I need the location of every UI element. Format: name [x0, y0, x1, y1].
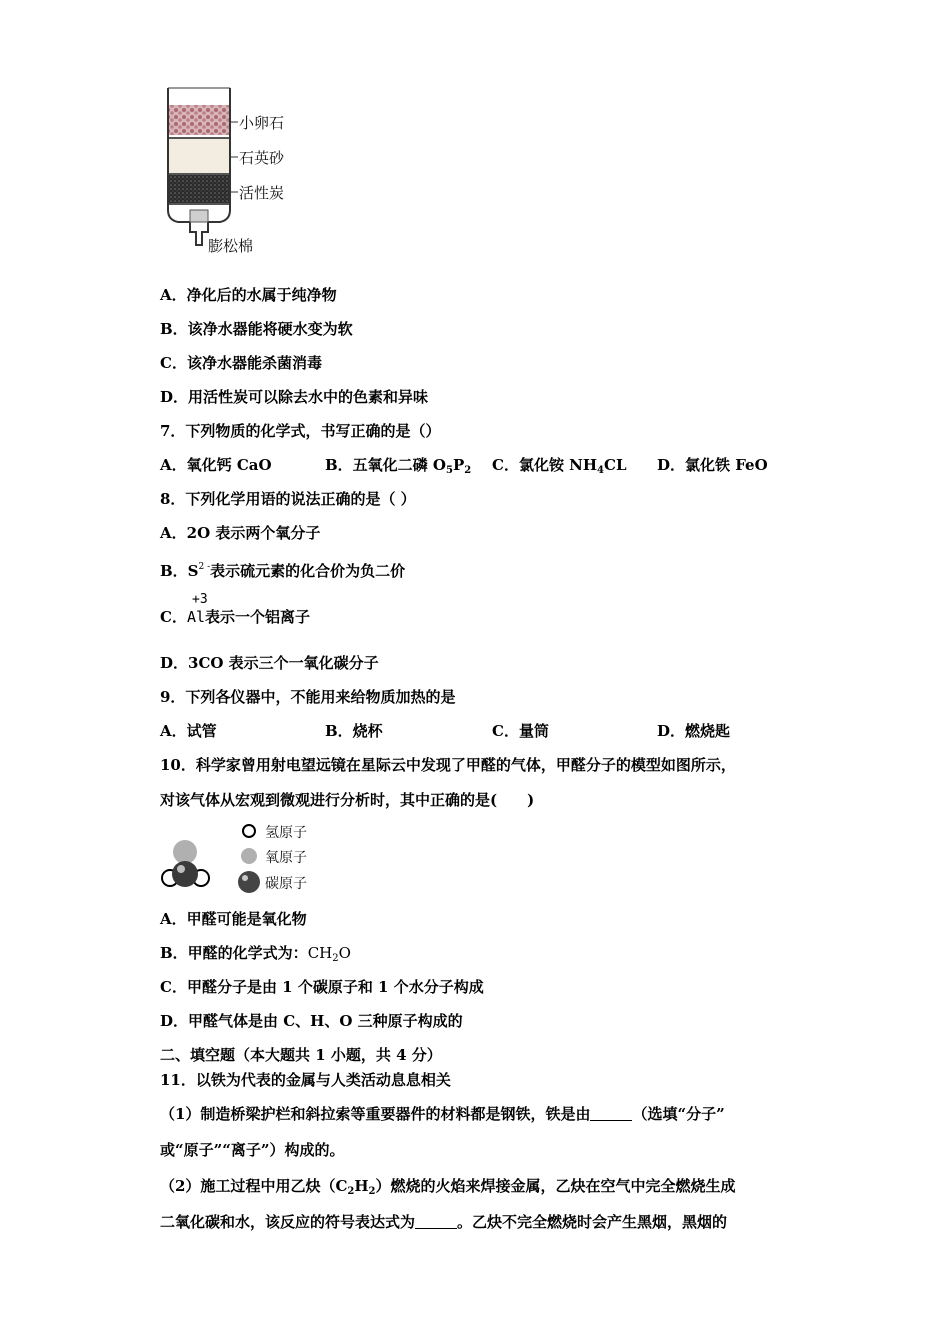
- q11-part1-line2: 或“原子”“离子”）构成的。: [160, 1141, 345, 1159]
- filter-label-pebbles: 小卵石: [239, 114, 285, 132]
- filter-label-quartz: 石英砂: [239, 149, 285, 167]
- q10-option-c: C．甲醛分子是由 1 个碳原子和 1 个水分子构成: [160, 978, 484, 996]
- water-filter-figure: [150, 80, 310, 260]
- carbon-atom-icon: [172, 861, 198, 887]
- q8-option-a: A．2O 表示两个氧分子: [160, 524, 321, 542]
- legend-oxygen-label: 氧原子: [265, 850, 307, 866]
- q10-stem-line2: 对该气体从宏观到微观进行分析时，其中正确的是( ): [160, 791, 535, 809]
- q11-part2-line1: （2）施工过程中用乙炔$(C_2H_2)$燃烧的火焰来焊接金属，乙炔在空气中完全燃烧生成: [160, 1177, 736, 1197]
- q8-option-d: D．3CO 表示三个一氧化碳分子: [160, 654, 379, 672]
- q11-part1-line1: （1）制造桥梁护栏和斜拉索等重要器件的材料都是钢铁，铁是由 （选填“分子”: [160, 1105, 725, 1123]
- legend-carbon-icon: [238, 871, 260, 893]
- q9-option-a: A．试管: [160, 722, 217, 740]
- legend-carbon-label: 碳原子: [265, 876, 307, 892]
- q7-option-c: C．氯化铵 $NH_4CL$: [492, 456, 627, 476]
- q6-option-a: A．净化后的水属于纯净物: [160, 286, 337, 304]
- q8-option-b: B．$S^{2 -}$表示硫元素的化合价为负二价: [160, 562, 406, 580]
- q7-option-d: D．氯化铁 FeO: [657, 456, 768, 474]
- q7-option-a: A．氧化钙 CaO: [160, 456, 272, 474]
- answer-blank-2[interactable]: [415, 1214, 457, 1229]
- q8-stem: 8．下列化学用语的说法正确的是（ ）: [160, 490, 416, 508]
- q6-option-d: D．用活性炭可以除去水中的色素和异味: [160, 388, 429, 406]
- q9-option-c: C．量筒: [492, 722, 549, 740]
- filter-label-cotton: 膨松棉: [208, 237, 254, 255]
- answer-blank-1[interactable]: [590, 1106, 632, 1121]
- legend-oxygen-icon: [241, 848, 257, 864]
- q7-stem: 7．下列物质的化学式，书写正确的是（）: [160, 422, 441, 440]
- section-two-heading: 二、填空题（本大题共 1 小题，共 4 分）: [160, 1046, 442, 1064]
- q7-option-b: B．五氧化二磷 $O_5P_2$: [325, 456, 472, 476]
- q8-option-c: C．Al表示一个铝离子: [160, 608, 311, 626]
- q10-option-a: A．甲醛可能是氧化物: [160, 910, 307, 928]
- q6-option-b: B．该净水器能将硬水变为软: [160, 320, 353, 338]
- formaldehyde-model-figure: [155, 818, 335, 900]
- q11-part2-line2: 二氧化碳和水，该反应的符号表达式为 。乙炔不完全燃烧时会产生黑烟，黑烟的: [160, 1213, 728, 1231]
- q9-option-b: B．烧杯: [325, 722, 383, 740]
- q11-stem: 11．以铁为代表的金属与人类活动息息相关: [160, 1071, 451, 1089]
- filter-label-carbon: 活性炭: [239, 184, 285, 202]
- q9-option-d: D．燃烧匙: [657, 722, 731, 740]
- q7-options: [160, 455, 800, 475]
- q8-option-c-valence: +3: [192, 592, 208, 607]
- q10-option-b: B．甲醛的化学式为：$CH_2O$: [160, 944, 351, 964]
- q6-option-c: C．该净水器能杀菌消毒: [160, 354, 322, 372]
- q9-stem: 9．下列各仪器中，不能用来给物质加热的是: [160, 688, 456, 706]
- q9-options: [160, 721, 800, 741]
- legend-hydrogen-icon: [243, 825, 255, 837]
- oxygen-atom-icon: [173, 840, 197, 864]
- q10-option-d: D．甲醛气体是由 C、H、O 三种原子构成的: [160, 1012, 463, 1030]
- legend-hydrogen-label: 氢原子: [265, 825, 307, 841]
- q10-stem-line1: 10．科学家曾用射电望远镜在星际云中发现了甲醛的气体，甲醛分子的模型如图所示，: [160, 756, 736, 774]
